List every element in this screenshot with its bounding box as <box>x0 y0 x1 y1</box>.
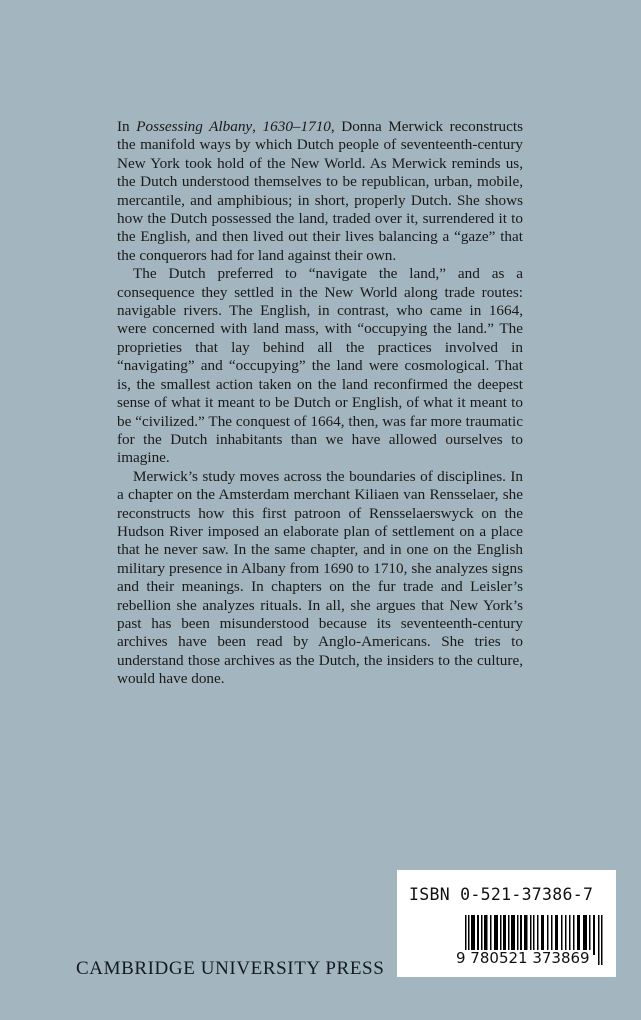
blurb-text: In <box>117 118 137 135</box>
publisher-name: CAMBRIDGE UNIVERSITY PRESS <box>76 958 385 979</box>
blurb-text: , <box>252 118 263 135</box>
isbn-barcode-label <box>397 870 616 977</box>
blurb-text: , Donna Merwick reconstructs the manifold ways by which Dutch people of seventeenth-century New York took hold of the New World. As Merwick reminds us, the Dutch understood themselves to be republican, urban, mobile, mercantile, and amphibious; in short, properly Dutch. She shows how the Dutch possessed the land, traded over it, surrendered it to the English, and then lived out their lives balancing a “gaze” that the conquerors had for land against their own. <box>117 118 524 264</box>
isbn-number: ISBN 0-521-37386-7 <box>409 885 594 904</box>
blurb-paragraph-3: Merwick’s study moves across the boundaries of disciplines. In a chapter on the Amsterdam merchant Kiliaen van Rensselaer, she reconstructs how this first patroon of Rensselaerswyck on the Hudson River imposed an elaborate plan of settlement on a place that he never saw. In the same chapter, and in one on the English military presence in Albany from 1690 to 1710, she analyzes signs and their meanings. In chapters on the fur trade and Leisler’s rebellion she analyzes rituals. In all, she argues that New York’s past has been misunderstood because its seventeenth-century archives have been read by Anglo-Americans. She tries to understand those archives as the Dutch, the insiders to the culture, would have done. <box>117 467 523 688</box>
back-cover-blurb <box>117 118 523 689</box>
book-dates: 1630–1710 <box>262 118 331 135</box>
book-title: Possessing Albany <box>136 118 253 135</box>
blurb-paragraph-1 <box>117 118 523 265</box>
barcode-digits: 9 780521 373869 <box>456 949 590 967</box>
blurb-paragraph-2: The Dutch preferred to “navigate the land,” and as a consequence they settled in the New World along trade routes: navigable rivers. The English, in contrast, who came in 1664, were concerned with land mass, with “occupying the land.” The proprieties that lay behind all the practices involved in “navigating” and “occupying” the land were cosmological. That is, the smallest action taken on the land reconfirmed the deepest sense of what it meant to be Dutch or English, of what it meant to be “civilized.” The conquest of 1664, then, was far more traumatic for the Dutch inhabitants than we have allowed ourselves to imagine. <box>117 265 523 467</box>
